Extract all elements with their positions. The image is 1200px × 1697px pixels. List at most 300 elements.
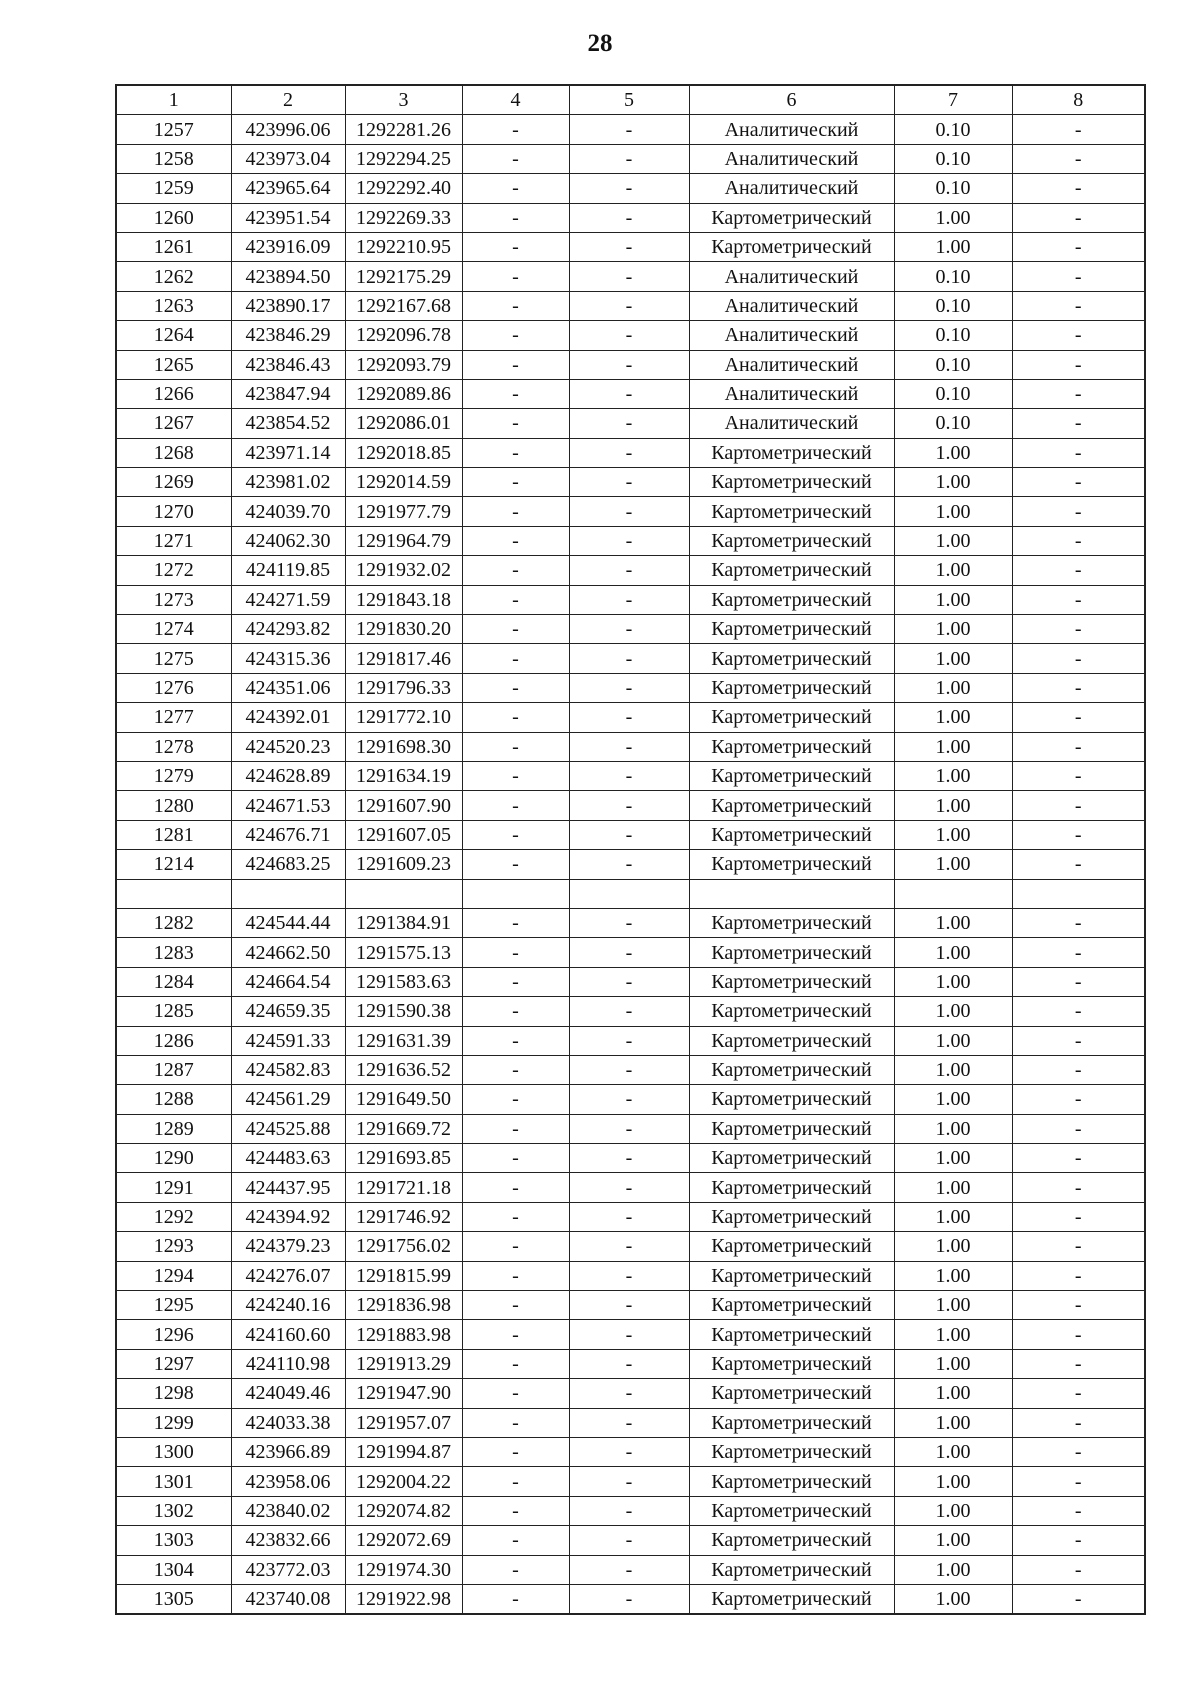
cell-col-4: - xyxy=(462,409,569,438)
cell-accuracy: 1.00 xyxy=(894,673,1012,702)
cell-x-coordinate: 424628.89 xyxy=(231,761,345,790)
cell-accuracy: 1.00 xyxy=(894,1291,1012,1320)
cell-method: Картометрический xyxy=(689,1555,894,1584)
cell-col-4: - xyxy=(462,1261,569,1290)
cell-col-8: - xyxy=(1012,350,1145,379)
cell-col-5: - xyxy=(569,526,689,555)
cell-x-coordinate: 423996.06 xyxy=(231,115,345,144)
cell-point-number: 1266 xyxy=(116,379,231,408)
cell-col-5: - xyxy=(569,468,689,497)
cell-col-8: - xyxy=(1012,1379,1145,1408)
cell-y-coordinate: 1291634.19 xyxy=(345,761,462,790)
cell-method: Картометрический xyxy=(689,497,894,526)
table-row xyxy=(116,1555,1145,1584)
cell-accuracy: 0.10 xyxy=(894,115,1012,144)
cell-y-coordinate: 1291746.92 xyxy=(345,1202,462,1231)
cell-col-5: - xyxy=(569,1526,689,1555)
cell-x-coordinate: 423772.03 xyxy=(231,1555,345,1584)
cell-point-number: 1282 xyxy=(116,908,231,937)
cell-accuracy: 1.00 xyxy=(894,438,1012,467)
cell-point-number: 1304 xyxy=(116,1555,231,1584)
cell-method: Картометрический xyxy=(689,1349,894,1378)
cell-y-coordinate: 1291698.30 xyxy=(345,732,462,761)
cell-col-4 xyxy=(462,879,569,908)
cell-col-5: - xyxy=(569,703,689,732)
table-row xyxy=(116,644,1145,673)
cell-point-number: 1288 xyxy=(116,1085,231,1114)
cell-point-number: 1290 xyxy=(116,1144,231,1173)
cell-method: Аналитический xyxy=(689,115,894,144)
cell-method: Картометрический xyxy=(689,526,894,555)
cell-point-number: 1261 xyxy=(116,232,231,261)
cell-col-4: - xyxy=(462,262,569,291)
cell-accuracy: 1.00 xyxy=(894,732,1012,761)
cell-method: Картометрический xyxy=(689,1261,894,1290)
cell-x-coordinate: 423890.17 xyxy=(231,291,345,320)
cell-point-number: 1291 xyxy=(116,1173,231,1202)
table-row xyxy=(116,1085,1145,1114)
cell-col-5: - xyxy=(569,232,689,261)
cell-y-coordinate: 1291649.50 xyxy=(345,1085,462,1114)
cell-accuracy: 1.00 xyxy=(894,468,1012,497)
cell-y-coordinate: 1291607.90 xyxy=(345,791,462,820)
cell-col-8: - xyxy=(1012,379,1145,408)
cell-x-coordinate: 423854.52 xyxy=(231,409,345,438)
cell-col-4: - xyxy=(462,791,569,820)
cell-y-coordinate: 1291964.79 xyxy=(345,526,462,555)
cell-x-coordinate: 424033.38 xyxy=(231,1408,345,1437)
page-number: 28 xyxy=(587,30,613,57)
cell-point-number: 1279 xyxy=(116,761,231,790)
cell-point-number: 1263 xyxy=(116,291,231,320)
cell-method: Аналитический xyxy=(689,350,894,379)
cell-col-4: - xyxy=(462,644,569,673)
cell-col-8: - xyxy=(1012,262,1145,291)
cell-col-8: - xyxy=(1012,291,1145,320)
table-row xyxy=(116,1173,1145,1202)
cell-col-4: - xyxy=(462,820,569,849)
coordinates-table xyxy=(115,84,1146,1615)
cell-method: Картометрический xyxy=(689,1496,894,1525)
cell-method: Картометрический xyxy=(689,1379,894,1408)
cell-method: Картометрический xyxy=(689,644,894,673)
cell-col-5: - xyxy=(569,1584,689,1614)
cell-x-coordinate: 424392.01 xyxy=(231,703,345,732)
cell-col-4: - xyxy=(462,144,569,173)
cell-x-coordinate: 424683.25 xyxy=(231,850,345,879)
cell-col-4: - xyxy=(462,556,569,585)
cell-point-number: 1277 xyxy=(116,703,231,732)
table-row xyxy=(116,497,1145,526)
cell-col-5: - xyxy=(569,1026,689,1055)
cell-y-coordinate: 1291772.10 xyxy=(345,703,462,732)
table-row xyxy=(116,1261,1145,1290)
cell-y-coordinate: 1291977.79 xyxy=(345,497,462,526)
cell-point-number: 1271 xyxy=(116,526,231,555)
cell-point-number: 1284 xyxy=(116,967,231,996)
cell-method: Картометрический xyxy=(689,1584,894,1614)
cell-col-4: - xyxy=(462,497,569,526)
cell-x-coordinate: 423847.94 xyxy=(231,379,345,408)
cell-col-8: - xyxy=(1012,497,1145,526)
cell-col-4: - xyxy=(462,673,569,702)
cell-method: Картометрический xyxy=(689,468,894,497)
cell-col-5: - xyxy=(569,938,689,967)
cell-point-number: 1262 xyxy=(116,262,231,291)
cell-method: Картометрический xyxy=(689,1320,894,1349)
cell-col-5: - xyxy=(569,115,689,144)
cell-accuracy: 0.10 xyxy=(894,350,1012,379)
cell-col-4: - xyxy=(462,1114,569,1143)
cell-col-4: - xyxy=(462,203,569,232)
cell-y-coordinate: 1292086.01 xyxy=(345,409,462,438)
cell-x-coordinate: 424062.30 xyxy=(231,526,345,555)
cell-col-5: - xyxy=(569,438,689,467)
cell-x-coordinate: 423846.43 xyxy=(231,350,345,379)
cell-x-coordinate: 424561.29 xyxy=(231,1085,345,1114)
cell-y-coordinate: 1291756.02 xyxy=(345,1232,462,1261)
cell-y-coordinate: 1291836.98 xyxy=(345,1291,462,1320)
table-row xyxy=(116,144,1145,173)
cell-col-8: - xyxy=(1012,761,1145,790)
cell-col-4: - xyxy=(462,1526,569,1555)
cell-col-8: - xyxy=(1012,232,1145,261)
cell-col-4: - xyxy=(462,468,569,497)
cell-col-8: - xyxy=(1012,174,1145,203)
column-header-4: 4 xyxy=(462,85,569,115)
cell-col-4: - xyxy=(462,1202,569,1231)
cell-point-number: 1296 xyxy=(116,1320,231,1349)
cell-col-4: - xyxy=(462,1085,569,1114)
table-row xyxy=(116,761,1145,790)
cell-y-coordinate: 1291575.13 xyxy=(345,938,462,967)
column-header-3: 3 xyxy=(345,85,462,115)
cell-x-coordinate: 424271.59 xyxy=(231,585,345,614)
cell-col-8: - xyxy=(1012,1496,1145,1525)
cell-accuracy: 1.00 xyxy=(894,1408,1012,1437)
cell-col-8: - xyxy=(1012,1085,1145,1114)
table-row xyxy=(116,908,1145,937)
cell-y-coordinate: 1292281.26 xyxy=(345,115,462,144)
table-row xyxy=(116,262,1145,291)
cell-method: Картометрический xyxy=(689,850,894,879)
cell-col-5: - xyxy=(569,321,689,350)
cell-y-coordinate: 1291994.87 xyxy=(345,1437,462,1466)
cell-col-4: - xyxy=(462,1144,569,1173)
cell-method: Аналитический xyxy=(689,321,894,350)
cell-col-8: - xyxy=(1012,1144,1145,1173)
cell-point-number: 1299 xyxy=(116,1408,231,1437)
table-row xyxy=(116,1055,1145,1084)
cell-point-number: 1303 xyxy=(116,1526,231,1555)
table-row xyxy=(116,879,1145,908)
cell-method xyxy=(689,879,894,908)
cell-x-coordinate: 423966.89 xyxy=(231,1437,345,1466)
cell-col-5: - xyxy=(569,1232,689,1261)
cell-method: Аналитический xyxy=(689,291,894,320)
table-row xyxy=(116,1526,1145,1555)
cell-col-5: - xyxy=(569,644,689,673)
cell-col-5: - xyxy=(569,673,689,702)
cell-col-8: - xyxy=(1012,1026,1145,1055)
table-row xyxy=(116,1379,1145,1408)
cell-col-8: - xyxy=(1012,1173,1145,1202)
cell-method: Аналитический xyxy=(689,379,894,408)
cell-col-8: - xyxy=(1012,908,1145,937)
table-row xyxy=(116,703,1145,732)
cell-point-number: 1285 xyxy=(116,997,231,1026)
cell-x-coordinate: 424276.07 xyxy=(231,1261,345,1290)
cell-method: Картометрический xyxy=(689,585,894,614)
cell-method: Картометрический xyxy=(689,1467,894,1496)
cell-x-coordinate: 424437.95 xyxy=(231,1173,345,1202)
cell-x-coordinate: 424676.71 xyxy=(231,820,345,849)
cell-y-coordinate: 1291796.33 xyxy=(345,673,462,702)
cell-y-coordinate: 1291883.98 xyxy=(345,1320,462,1349)
cell-x-coordinate: 424520.23 xyxy=(231,732,345,761)
cell-method: Картометрический xyxy=(689,1114,894,1143)
cell-col-4: - xyxy=(462,321,569,350)
cell-point-number: 1305 xyxy=(116,1584,231,1614)
cell-col-8: - xyxy=(1012,144,1145,173)
table-row xyxy=(116,673,1145,702)
cell-y-coordinate: 1291817.46 xyxy=(345,644,462,673)
cell-col-5: - xyxy=(569,497,689,526)
cell-col-4: - xyxy=(462,1173,569,1202)
cell-accuracy: 0.10 xyxy=(894,409,1012,438)
cell-col-8: - xyxy=(1012,997,1145,1026)
table-row xyxy=(116,409,1145,438)
cell-col-5: - xyxy=(569,967,689,996)
cell-col-5: - xyxy=(569,1496,689,1525)
cell-point-number: 1295 xyxy=(116,1291,231,1320)
cell-method: Картометрический xyxy=(689,732,894,761)
cell-method: Картометрический xyxy=(689,997,894,1026)
cell-col-4: - xyxy=(462,703,569,732)
cell-method: Картометрический xyxy=(689,438,894,467)
cell-col-5: - xyxy=(569,203,689,232)
cell-col-4: - xyxy=(462,232,569,261)
table-row xyxy=(116,1408,1145,1437)
cell-y-coordinate: 1292018.85 xyxy=(345,438,462,467)
cell-point-number: 1273 xyxy=(116,585,231,614)
cell-accuracy: 1.00 xyxy=(894,585,1012,614)
cell-x-coordinate: 424379.23 xyxy=(231,1232,345,1261)
cell-col-4: - xyxy=(462,1437,569,1466)
cell-x-coordinate: 424049.46 xyxy=(231,1379,345,1408)
cell-x-coordinate: 423958.06 xyxy=(231,1467,345,1496)
cell-accuracy: 1.00 xyxy=(894,1144,1012,1173)
cell-col-5: - xyxy=(569,820,689,849)
cell-y-coordinate xyxy=(345,879,462,908)
cell-col-4: - xyxy=(462,1055,569,1084)
cell-method: Аналитический xyxy=(689,262,894,291)
cell-y-coordinate: 1291631.39 xyxy=(345,1026,462,1055)
cell-y-coordinate: 1292014.59 xyxy=(345,468,462,497)
cell-x-coordinate: 424671.53 xyxy=(231,791,345,820)
cell-point-number: 1275 xyxy=(116,644,231,673)
cell-y-coordinate: 1291815.99 xyxy=(345,1261,462,1290)
cell-method: Картометрический xyxy=(689,820,894,849)
cell-col-5: - xyxy=(569,1408,689,1437)
cell-accuracy: 1.00 xyxy=(894,1467,1012,1496)
cell-accuracy: 1.00 xyxy=(894,1555,1012,1584)
column-header-2: 2 xyxy=(231,85,345,115)
cell-x-coordinate: 423965.64 xyxy=(231,174,345,203)
cell-y-coordinate: 1292093.79 xyxy=(345,350,462,379)
table-row xyxy=(116,526,1145,555)
cell-col-5: - xyxy=(569,174,689,203)
cell-y-coordinate: 1291607.05 xyxy=(345,820,462,849)
cell-point-number: 1298 xyxy=(116,1379,231,1408)
cell-accuracy: 1.00 xyxy=(894,791,1012,820)
cell-col-8: - xyxy=(1012,850,1145,879)
table-row xyxy=(116,556,1145,585)
cell-point-number: 1278 xyxy=(116,732,231,761)
cell-accuracy: 0.10 xyxy=(894,291,1012,320)
cell-method: Картометрический xyxy=(689,1232,894,1261)
cell-accuracy: 1.00 xyxy=(894,1114,1012,1143)
cell-method: Картометрический xyxy=(689,1026,894,1055)
cell-col-5: - xyxy=(569,1114,689,1143)
cell-method: Картометрический xyxy=(689,1055,894,1084)
cell-accuracy: 1.00 xyxy=(894,1526,1012,1555)
cell-method: Аналитический xyxy=(689,144,894,173)
cell-col-5: - xyxy=(569,908,689,937)
cell-col-4: - xyxy=(462,850,569,879)
cell-col-4: - xyxy=(462,1026,569,1055)
cell-col-5: - xyxy=(569,262,689,291)
cell-col-5: - xyxy=(569,1055,689,1084)
cell-col-4: - xyxy=(462,1467,569,1496)
cell-col-5: - xyxy=(569,1320,689,1349)
cell-method: Картометрический xyxy=(689,1085,894,1114)
cell-y-coordinate: 1292167.68 xyxy=(345,291,462,320)
cell-point-number: 1214 xyxy=(116,850,231,879)
cell-y-coordinate: 1292175.29 xyxy=(345,262,462,291)
cell-point-number: 1272 xyxy=(116,556,231,585)
cell-col-5: - xyxy=(569,791,689,820)
cell-col-8: - xyxy=(1012,438,1145,467)
cell-accuracy: 1.00 xyxy=(894,556,1012,585)
cell-col-8: - xyxy=(1012,1232,1145,1261)
cell-accuracy: 1.00 xyxy=(894,1320,1012,1349)
cell-x-coordinate: 423973.04 xyxy=(231,144,345,173)
cell-col-4: - xyxy=(462,1291,569,1320)
table-row xyxy=(116,468,1145,497)
cell-col-5: - xyxy=(569,144,689,173)
cell-accuracy: 1.00 xyxy=(894,997,1012,1026)
cell-col-4: - xyxy=(462,1379,569,1408)
cell-col-4: - xyxy=(462,1555,569,1584)
cell-point-number: 1283 xyxy=(116,938,231,967)
table-row xyxy=(116,1584,1145,1614)
cell-point-number: 1265 xyxy=(116,350,231,379)
cell-accuracy: 0.10 xyxy=(894,379,1012,408)
table-row xyxy=(116,438,1145,467)
table-row xyxy=(116,850,1145,879)
cell-col-4: - xyxy=(462,761,569,790)
table-row xyxy=(116,1114,1145,1143)
cell-col-4: - xyxy=(462,1232,569,1261)
cell-method: Картометрический xyxy=(689,967,894,996)
cell-x-coordinate: 423846.29 xyxy=(231,321,345,350)
cell-x-coordinate: 423840.02 xyxy=(231,1496,345,1525)
cell-x-coordinate: 424582.83 xyxy=(231,1055,345,1084)
cell-col-8: - xyxy=(1012,1526,1145,1555)
cell-accuracy xyxy=(894,879,1012,908)
cell-x-coordinate: 424483.63 xyxy=(231,1144,345,1173)
column-header-5: 5 xyxy=(569,85,689,115)
cell-accuracy: 0.10 xyxy=(894,321,1012,350)
cell-point-number: 1258 xyxy=(116,144,231,173)
cell-y-coordinate: 1292074.82 xyxy=(345,1496,462,1525)
table-row xyxy=(116,938,1145,967)
cell-col-8: - xyxy=(1012,585,1145,614)
cell-x-coordinate: 424664.54 xyxy=(231,967,345,996)
cell-method: Картометрический xyxy=(689,1408,894,1437)
cell-x-coordinate: 424039.70 xyxy=(231,497,345,526)
cell-point-number: 1293 xyxy=(116,1232,231,1261)
cell-point-number: 1281 xyxy=(116,820,231,849)
table-row xyxy=(116,1202,1145,1231)
cell-point-number: 1294 xyxy=(116,1261,231,1290)
cell-col-4: - xyxy=(462,1496,569,1525)
cell-col-5: - xyxy=(569,1085,689,1114)
cell-col-5 xyxy=(569,879,689,908)
cell-col-4: - xyxy=(462,908,569,937)
column-header-8: 8 xyxy=(1012,85,1145,115)
cell-y-coordinate: 1291843.18 xyxy=(345,585,462,614)
cell-col-4: - xyxy=(462,115,569,144)
table-row xyxy=(116,732,1145,761)
cell-col-8: - xyxy=(1012,615,1145,644)
cell-col-8: - xyxy=(1012,1408,1145,1437)
cell-point-number: 1300 xyxy=(116,1437,231,1466)
cell-accuracy: 1.00 xyxy=(894,820,1012,849)
cell-col-8: - xyxy=(1012,1584,1145,1614)
cell-x-coordinate: 423951.54 xyxy=(231,203,345,232)
cell-col-8: - xyxy=(1012,644,1145,673)
cell-y-coordinate: 1291590.38 xyxy=(345,997,462,1026)
cell-point-number xyxy=(116,879,231,908)
cell-col-5: - xyxy=(569,1467,689,1496)
cell-y-coordinate: 1292072.69 xyxy=(345,1526,462,1555)
cell-col-5: - xyxy=(569,850,689,879)
table-row xyxy=(116,350,1145,379)
cell-y-coordinate: 1291583.63 xyxy=(345,967,462,996)
cell-method: Картометрический xyxy=(689,232,894,261)
table-row xyxy=(116,585,1145,614)
cell-x-coordinate: 424351.06 xyxy=(231,673,345,702)
cell-x-coordinate: 424662.50 xyxy=(231,938,345,967)
cell-method: Картометрический xyxy=(689,1291,894,1320)
cell-col-8: - xyxy=(1012,820,1145,849)
cell-accuracy: 0.10 xyxy=(894,144,1012,173)
cell-col-5: - xyxy=(569,997,689,1026)
cell-y-coordinate: 1292210.95 xyxy=(345,232,462,261)
cell-method: Картометрический xyxy=(689,908,894,937)
cell-accuracy: 1.00 xyxy=(894,1584,1012,1614)
cell-col-4: - xyxy=(462,732,569,761)
cell-accuracy: 1.00 xyxy=(894,615,1012,644)
cell-method: Картометрический xyxy=(689,203,894,232)
cell-y-coordinate: 1292004.22 xyxy=(345,1467,462,1496)
cell-point-number: 1260 xyxy=(116,203,231,232)
table-row xyxy=(116,967,1145,996)
cell-col-8: - xyxy=(1012,703,1145,732)
cell-x-coordinate: 423981.02 xyxy=(231,468,345,497)
